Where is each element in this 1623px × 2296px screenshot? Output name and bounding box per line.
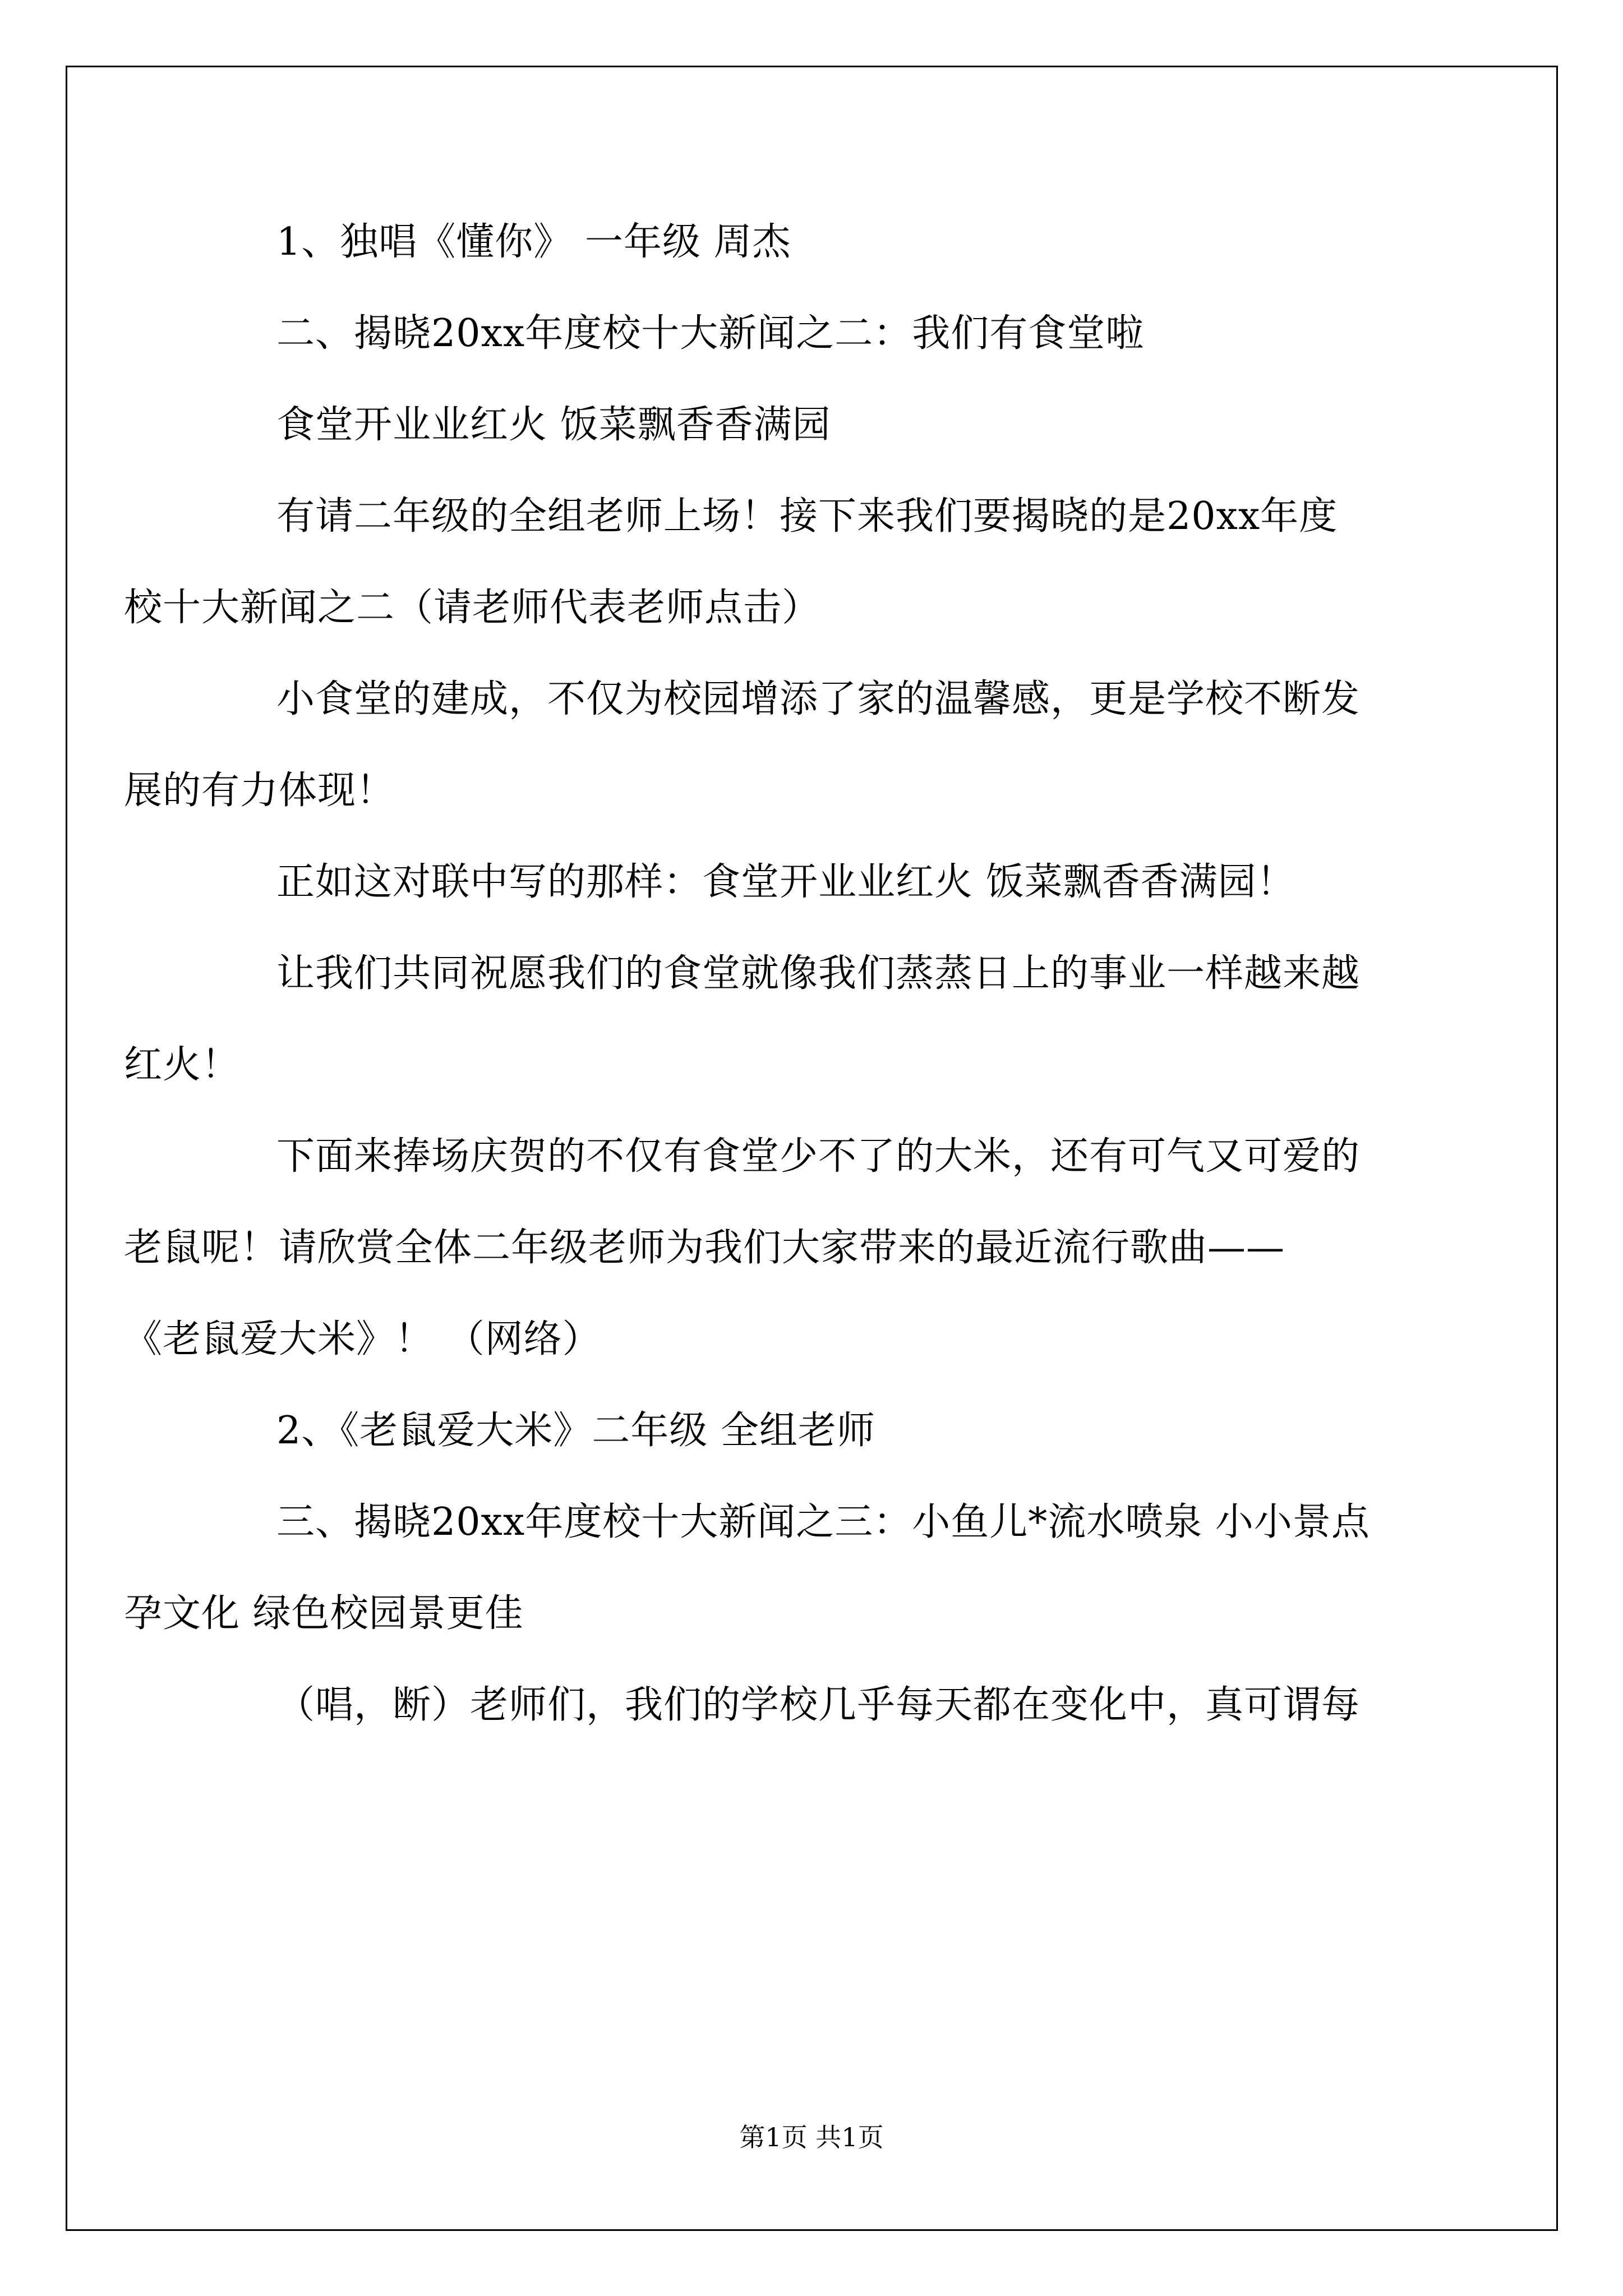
text-line: 有请二年级的全组老师上场！接下来我们要揭晓的是20xx年度 xyxy=(276,494,1338,539)
text-line: 校十大新闻之二（请老师代表老师点击） xyxy=(124,586,821,630)
paragraph-8 xyxy=(124,1111,1434,1385)
text-line: 老鼠呢！请欣赏全体二年级老师为我们大家带来的最近流行歌曲—— xyxy=(124,1226,1285,1270)
text-line: 小食堂的建成，不仅为校园增添了家的温馨感，更是学校不断发 xyxy=(276,677,1361,721)
paragraph-11 xyxy=(200,1659,1434,1751)
paragraph-6 xyxy=(200,836,1434,928)
text-line: 孕文化 绿色校园景更佳 xyxy=(124,1591,524,1636)
text-line: 正如这对联中写的那样：食堂开业业红火 饭菜飘香香满园！ xyxy=(276,860,1295,904)
text-line: （唱，断）老师们，我们的学校几乎每天都在变化中，真可谓每 xyxy=(276,1683,1361,1727)
page-footer xyxy=(0,2120,1623,2154)
paragraph-7 xyxy=(124,928,1434,1111)
paragraph-3 xyxy=(200,379,1434,471)
paragraph-5 xyxy=(124,654,1434,836)
paragraph-1 xyxy=(200,196,1434,288)
document-body xyxy=(124,196,1434,1751)
text-line: 2、《老鼠爱大米》二年级 全组老师 xyxy=(276,1409,875,1453)
text-line: 1、独唱《懂你》 一年级 周杰 xyxy=(276,220,791,264)
page-number-label: 第1页 共1页 xyxy=(739,2122,884,2152)
paragraph-9 xyxy=(200,1385,1434,1476)
text-line: 让我们共同祝愿我们的食堂就像我们蒸蒸日上的事业一样越来越 xyxy=(276,951,1361,996)
text-line: 下面来捧场庆贺的不仅有食堂少不了的大米，还有可气又可爱的 xyxy=(276,1134,1361,1179)
paragraph-2 xyxy=(200,288,1434,379)
paragraph-4 xyxy=(124,471,1434,654)
text-line: 食堂开业业红火 饭菜飘香香满园 xyxy=(276,403,831,447)
text-line: 红火！ xyxy=(124,1043,241,1087)
text-line: 《老鼠爱大米》！ （网络） xyxy=(124,1317,601,1361)
paragraph-10 xyxy=(124,1476,1434,1659)
text-line: 二、揭晓20xx年度校十大新闻之二：我们有食堂啦 xyxy=(276,311,1145,356)
text-line: 展的有力体现！ xyxy=(124,769,395,813)
text-line: 三、揭晓20xx年度校十大新闻之三：小鱼儿*流水喷泉 小小景点 xyxy=(276,1500,1370,1544)
